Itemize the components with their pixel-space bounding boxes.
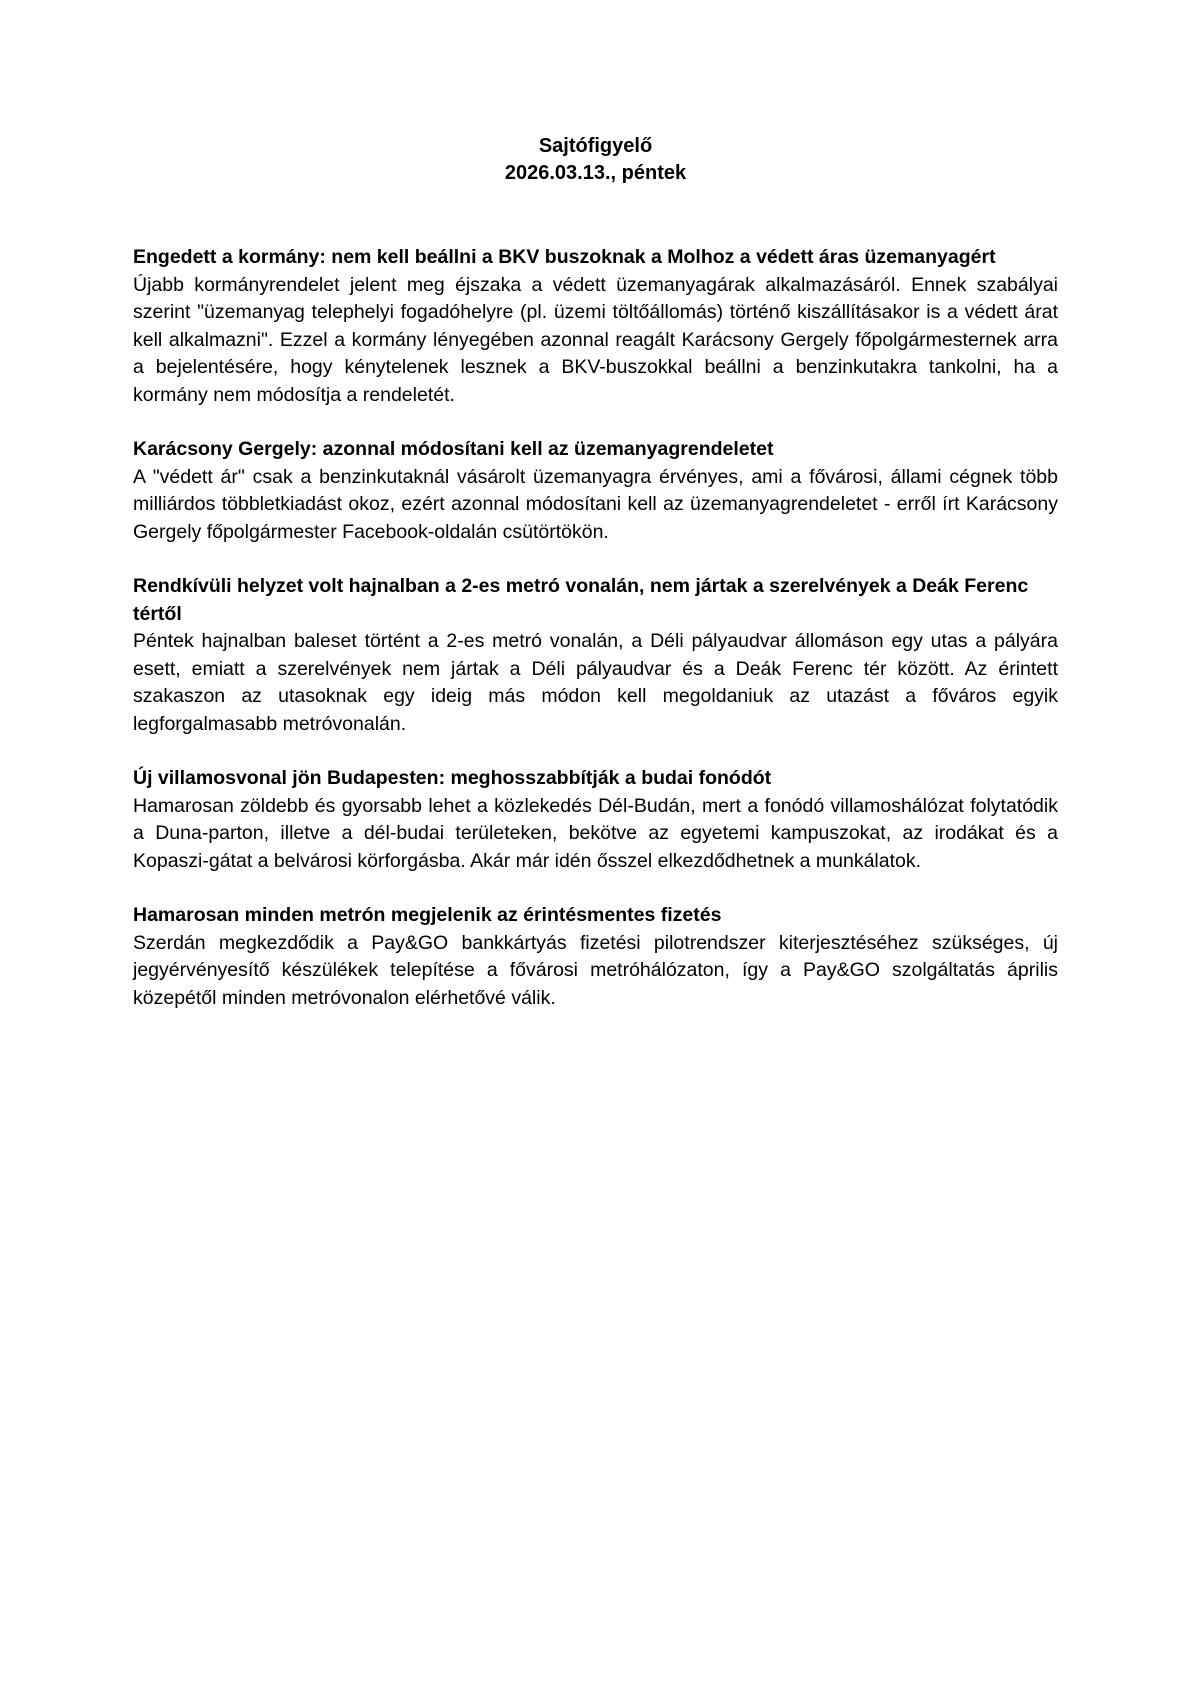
section-body: Hamarosan zöldebb és gyorsabb lehet a közlekedés Dél-Budán, mert a fonódó villamoshálózat folytatódik a Duna-parton, illetve a dél-budai területeken, bekötve az egyetemi kampuszokat, az irodákat és a Kopaszi-gátat a belvárosi körforgásba. Akár már idén ősszel elkezdődhetnek a munkálatok.: [133, 794, 1058, 872]
section-heading: Hamarosan minden metrón megjelenik az érintésmentes fizetés: [133, 904, 722, 926]
section-heading: Új villamosvonal jön Budapesten: meghosszabbítják a budai fonódót: [133, 767, 772, 789]
document-date: 2026.03.13., péntek: [504, 162, 687, 184]
section-body: A "védett ár" csak a benzinkutaknál vásárolt üzemanyagra érvényes, ami a fővárosi, állami cégnek több milliárdos többletkiadást okoz, ezért azonnal módosítani kell az üzemanyagrendeletet - erről írt Karácsony Gergely főpolgármester Facebook-oldalán csütörtökön.: [133, 465, 1058, 543]
news-section: [133, 765, 1058, 875]
section-heading: Karácsony Gergely: azonnal módosítani kell az üzemanyagrendeletet: [133, 438, 774, 460]
page-title: Sajtófigyelő: [538, 135, 653, 157]
section-heading: Engedett a kormány: nem kell beállni a BKV buszoknak a Molhoz a védett áras üzemanyagért: [133, 246, 996, 268]
section-heading: Rendkívüli helyzet volt hajnalban a 2-es metró vonalán, nem jártak a szerelvények a Deák Ferenc tértől: [133, 575, 1029, 625]
sections-container: [133, 244, 1058, 1012]
news-section: [133, 902, 1058, 1012]
section-body: Szerdán megkezdődik a Pay&GO bankkártyás fizetési pilotrendszer kiterjesztéséhez szükséges, új jegyérvényesítő készülékek telepítése a fővárosi metróhálózaton, így a Pay&GO szolgáltatás április közepétől minden metróvonalon elérhetővé válik.: [133, 931, 1058, 1009]
document-header: [133, 133, 1058, 187]
news-section: [133, 436, 1058, 546]
section-body: Péntek hajnalban baleset történt a 2-es metró vonalán, a Déli pályaudvar állomáson egy utas a pályára esett, emiatt a szerelvények nem jártak a Déli pályaudvar és a Deák Ferenc tér között. Az érintett szakaszon az utasoknak egy ideig más módon kell megoldaniuk az utazást a főváros egyik legforgalmasabb metróvonalán.: [133, 630, 1058, 735]
news-section: [133, 573, 1058, 738]
news-section: [133, 244, 1058, 409]
section-body: Újabb kormányrendelet jelent meg éjszaka a védett üzemanyagárak alkalmazásáról. Ennek szabályai szerint "üzemanyag telephelyi fogadóhelyre (pl. üzemi töltőállomás) történő kiszállításakor is a védett árat kell alkalmazni". Ezzel a kormány lényegében azonnal reagált Karácsony Gergely főpolgármesternek arra a bejelentésére, hogy kénytelenek lesznek a BKV-buszokkal beállni a benzinkutakra tankolni, ha a kormány nem módosítja a rendeletét.: [133, 273, 1058, 406]
